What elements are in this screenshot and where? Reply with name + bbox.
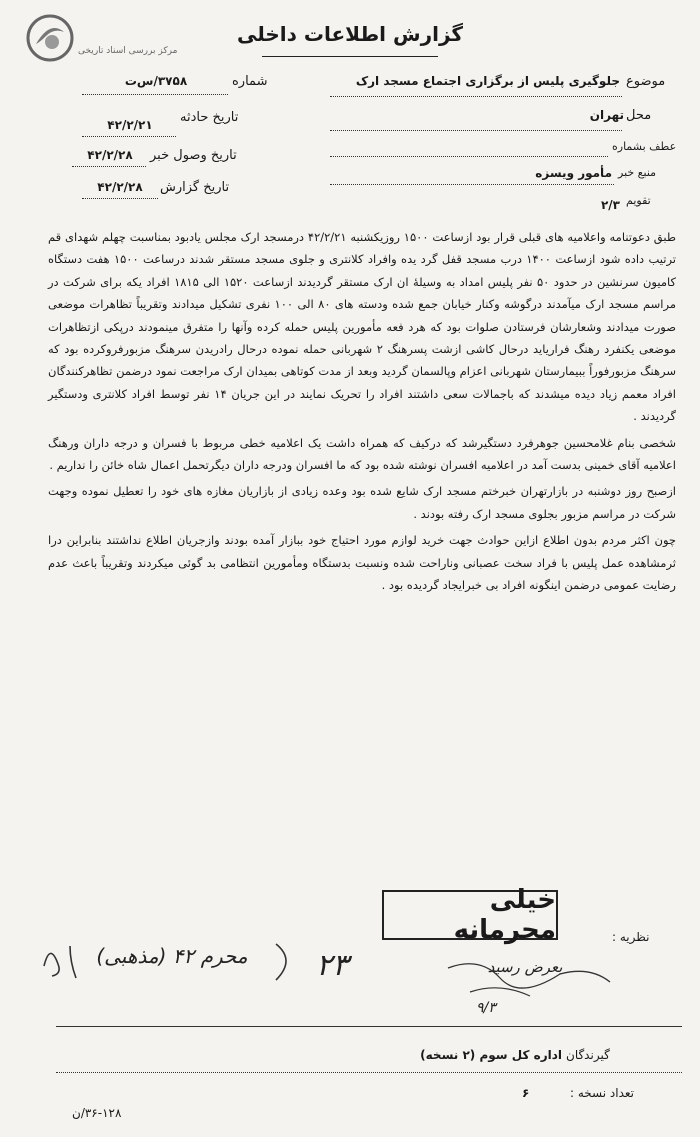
report-body [48, 226, 676, 597]
number-dots [82, 94, 228, 95]
report-dots [82, 198, 158, 199]
number-value: ۳۷۵۸/س‌ت [124, 74, 188, 88]
body-paragraph-4: چون اکثر مردم بدون اطلاع ازاین حوادث جهت خرید لوازم مورد احتیاج خود ببازار آمده بودند وازجریان اطلاع نداشتند بنابراین درا ثرمشاهده عمل پلیس با فراد سخت عصبانی وناراحت شده ونسبت بدستگاه ومأمورین انتظامی بد گوئی میکردند وتقریباً باعث عدم رضایت عمومی درضمن اینگونه افراد بی خبرایجاد گردیده بود . [48, 533, 676, 593]
recipients-label: گیرندگان [566, 1048, 610, 1062]
received-dots [72, 166, 146, 167]
body-paragraph-1: طبق دعوتنامه واعلامیه های قبلی قرار بود ازساعت ۱۵۰۰ روزیکشنبه ۴۲/۲/۲۱ درمسجد ارک مجلس یادبود بمناسبت چهلم شهدای قم ترتیب داده شود ازساعت ۱۴۰۰ درب مسجد قفل گرد یده وافراد کلانتری و جلوی مسجد مستقر شدند درساعت ۱۵۰۰ هفت دستگاه کامیون سرنشین در حدود ۵۰ نفر پلیس امداد به وسیلهٔ ان ارک مستقر گردیدند ازساعت ۱۵۲۰ الی ۱۸۱۵ افراد یکه برای شرکت در مراسم مسجد ارک میآمدند درگوشه وکنار خیابان جمع شده ودسته های ۸۰ الی ۱۰۰ نفری تشکیل میدادند وتقریباً تظاهرات موضعی صورت میدادند وشعارشان فرستادن صلوات بود که هرد فعه مأمورین پلیس حمله کرده وآنها را متفرق مینمودند درپکی ازتظاهرات موضعی یکنفرد رهنگ فراریاید درحال کاشی ازشت پسرهنگ ۲ شهربانی حمله نموده درحال رادریدن سرهنگ مزبورفروکرده بود که سرهنگ مزبورفوراً ببیمارستان شهربانی اعزام وپالسمان گردید وبعد از مدت کوتاهی بمیدان ارک مراجعت نمود درضمن تظاهرکنندگان افراد معمم زیاد دیده میشدند که باجمالات سعی داشتند افراد را تحریک نمایند در این جریان ۱۴ نفر توسط افراد کلانتری ودستگیر گردیدند . [48, 230, 677, 424]
source-dots [330, 184, 614, 185]
number-label: شماره [232, 74, 268, 89]
footer-separator [56, 1026, 682, 1027]
subject-label: موضوع [626, 74, 666, 89]
ref-label: عطف بشماره [612, 140, 677, 153]
signature-scribble [440, 948, 620, 1008]
report-date-label: تاریخ گزارش [160, 180, 230, 195]
document-title: گزارش اطلاعات داخلی [236, 22, 464, 46]
document-number: ۳۶-۱۲۸/ن [72, 1106, 122, 1120]
classification-stamp: خیلی محرمانه [382, 890, 558, 940]
handwritten-mark-mid: ۲۳ [316, 948, 349, 983]
received-date-label: تاریخ وصول خبر [150, 148, 237, 163]
body-paragraph-2: شخصی بنام غلامحسین جوهرفرد دستگیرشد که درکیف که همراه داشت یک اعلامیه خطی مربوط با فسران و درجه داران ورهنگ اعلامیه آقای خمینی بدست آمد در اعلامیه افسران نوشته شده بود که ما افسران ودرجه داران دیگرتحمل اعمال شاه خائن را نداریم . [48, 435, 676, 473]
archive-org-name: مرکز بررسی اسناد تاریخی [78, 46, 178, 56]
handwritten-note-right: بعرض رسید [487, 958, 563, 976]
subject-value: جلوگیری پلیس از برگزاری اجتماع مسجد ارک [355, 74, 620, 88]
report-date-value: ۴۲/۲/۲۸ [97, 180, 143, 194]
place-dots [330, 130, 622, 131]
copies-value: ۶ [522, 1086, 530, 1100]
incident-dots [82, 136, 176, 137]
rating-value: ۲/۳ [600, 198, 620, 212]
copies-label: تعداد نسخه : [570, 1086, 635, 1100]
place-value: تهران [589, 108, 624, 122]
handwritten-date: ۹/۳ [476, 1000, 496, 1016]
title-underline [262, 56, 438, 57]
body-paragraph-3: ازصبح روز دوشنبه در بازارتهران خبرختم مسجد ارک شایع شده بود وعده زیادی از بازاریان مغازه های خود را تعطیل نموده وجهت شرکت در مراسم مزبور بجلوی مسجد ارک رفته بودند . [48, 484, 676, 521]
source-label: منبع خبر [618, 166, 657, 179]
opinion-label: نظریه : [612, 930, 650, 944]
rating-label: تقویم [626, 194, 651, 207]
incident-date-value: ۴۲/۲/۲۱ [107, 118, 153, 132]
received-date-value: ۴۲/۲/۲۸ [87, 148, 133, 162]
recipients-value: اداره کل سوم (۲ نسخه) [420, 1048, 562, 1062]
source-value: مأمور ویسزه [535, 166, 612, 180]
footer-dots [56, 1072, 682, 1073]
ref-dots [330, 156, 608, 157]
handwritten-note-left: محرم ۴۲ (مذهبی) [96, 944, 248, 968]
incident-date-label: تاریخ حادثه [180, 110, 239, 125]
place-label: محل [626, 108, 652, 123]
subject-dots [330, 96, 622, 97]
